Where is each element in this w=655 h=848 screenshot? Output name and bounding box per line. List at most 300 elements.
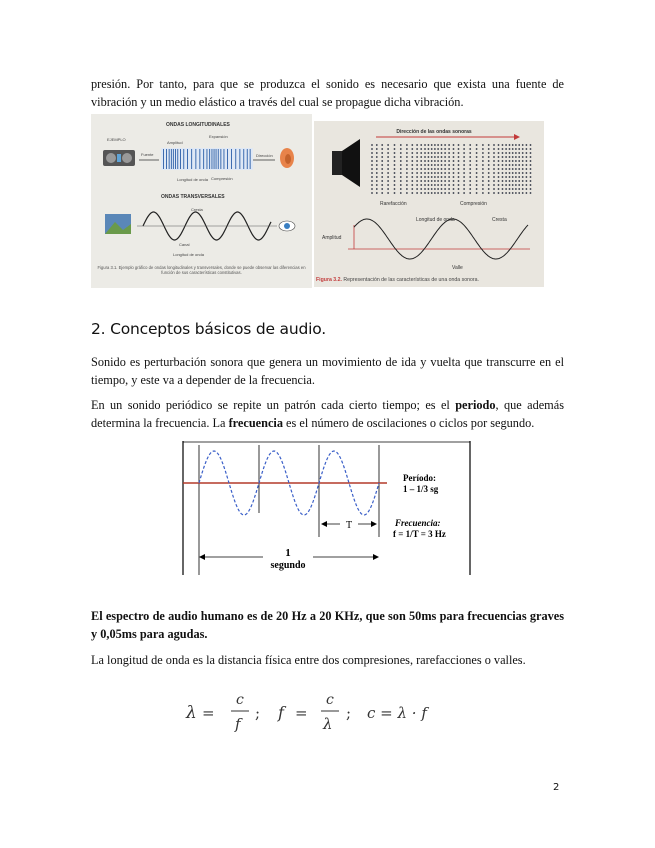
fig1-label-longitud-2: Longitud de onda — [173, 252, 204, 257]
particle-dot — [512, 164, 514, 166]
particle-dot — [394, 176, 396, 178]
particle-dot — [493, 156, 495, 158]
particle-dot — [444, 180, 446, 182]
compression-bar — [183, 149, 184, 169]
particle-dot — [505, 184, 507, 186]
particle-dot — [411, 144, 413, 146]
particle-dot — [482, 160, 484, 162]
particle-dot — [400, 168, 402, 170]
particle-dot — [469, 156, 471, 158]
particle-dot — [482, 192, 484, 194]
particle-dot — [420, 164, 422, 166]
particle-dot — [406, 176, 408, 178]
particle-dot — [424, 184, 426, 186]
particle-dot — [437, 156, 439, 158]
particle-dot — [448, 144, 450, 146]
fig1-label-longitud: Longitud de onda — [177, 177, 208, 182]
particle-dot — [431, 184, 433, 186]
particle-dot — [416, 172, 418, 174]
particle-dot — [448, 156, 450, 158]
particle-dot — [444, 164, 446, 166]
particle-dot — [448, 176, 450, 178]
particle-dot — [406, 144, 408, 146]
particle-dot — [488, 148, 490, 150]
particle-dot — [406, 148, 408, 150]
particle-dot — [482, 184, 484, 186]
particle-dot — [515, 172, 517, 174]
particle-dot — [469, 160, 471, 162]
particle-dot — [515, 148, 517, 150]
particle-dot — [387, 192, 389, 194]
particle-dot — [505, 172, 507, 174]
particle-dot — [518, 144, 520, 146]
particle-dot — [522, 184, 524, 186]
particle-dot — [444, 184, 446, 186]
particle-dot — [420, 160, 422, 162]
particle-dot — [448, 180, 450, 182]
paragraph-periodo: En un sonido periódico se repite un patrón cada cierto tiempo; es el periodo, que además determina la frecuencia. La frecuencia es el número de oscilaciones o ciclos por segundo. — [91, 398, 564, 430]
particle-dot — [371, 184, 373, 186]
particle-dot — [431, 144, 433, 146]
particle-dot — [488, 176, 490, 178]
particle-dot — [463, 160, 465, 162]
particle-dot — [469, 188, 471, 190]
compression-bar — [247, 149, 248, 169]
particle-dot — [522, 172, 524, 174]
t-label: T — [345, 520, 353, 531]
particle-dot — [453, 168, 455, 170]
particle-dot — [441, 156, 443, 158]
particle-dot — [522, 152, 524, 154]
particle-dot — [376, 148, 378, 150]
particle-dot — [512, 188, 514, 190]
particle-dot — [441, 148, 443, 150]
particle-dot — [400, 144, 402, 146]
particle-dot — [434, 188, 436, 190]
particle-dot — [458, 144, 460, 146]
particle-dot — [526, 192, 528, 194]
particle-dot — [509, 164, 511, 166]
particle-dot — [394, 172, 396, 174]
particle-dot — [482, 172, 484, 174]
particle-dot — [434, 176, 436, 178]
particle-dot — [505, 152, 507, 154]
particle-dot — [476, 156, 478, 158]
particle-dot — [463, 184, 465, 186]
particle-dot — [502, 180, 504, 182]
particle-dot — [424, 188, 426, 190]
particle-dot — [448, 184, 450, 186]
particle-dot — [420, 176, 422, 178]
particle-dot — [428, 144, 430, 146]
particle-dot — [502, 148, 504, 150]
fig2-label-compresion: Compresión — [460, 201, 487, 207]
particle-dot — [428, 192, 430, 194]
particle-dot — [515, 180, 517, 182]
particle-dot — [502, 152, 504, 154]
particle-dot — [509, 172, 511, 174]
particle-dot — [482, 152, 484, 154]
particle-dot — [420, 192, 422, 194]
particle-dot — [476, 192, 478, 194]
particle-dot — [416, 160, 418, 162]
particle-dot — [424, 144, 426, 146]
particle-dot — [505, 168, 507, 170]
compression-bar — [218, 149, 219, 169]
formula-eq-2: = — [295, 704, 308, 722]
particle-dot — [509, 176, 511, 178]
particle-dot — [441, 192, 443, 194]
particle-dot — [448, 188, 450, 190]
particle-dot — [387, 144, 389, 146]
particle-dot — [469, 148, 471, 150]
particle-dot — [493, 184, 495, 186]
particle-dot — [411, 164, 413, 166]
particle-dot — [463, 152, 465, 154]
particle-dot — [437, 148, 439, 150]
particle-dot — [428, 148, 430, 150]
particle-dot — [493, 172, 495, 174]
frecuencia-label: Frecuencia: — [395, 518, 441, 528]
particle-dot — [376, 160, 378, 162]
particle-dot — [526, 184, 528, 186]
particle-dot — [434, 180, 436, 182]
particle-dot — [387, 184, 389, 186]
particle-dot — [387, 180, 389, 182]
particle-dot — [498, 160, 500, 162]
particle-dot — [416, 156, 418, 158]
particle-dot — [453, 188, 455, 190]
particle-dot — [400, 184, 402, 186]
compression-bar — [199, 149, 200, 169]
particle-dot — [371, 192, 373, 194]
particle-dot — [522, 164, 524, 166]
particle-dot — [498, 164, 500, 166]
particle-dot — [453, 176, 455, 178]
particle-dot — [509, 152, 511, 154]
particle-dot — [437, 168, 439, 170]
particle-dot — [394, 180, 396, 182]
particle-dot — [482, 168, 484, 170]
fig1-caption: Figura 3.1. Ejemplo gráfico de ondas longitudinales y transversales, donde se puede observar las diferencias en función de sus características constitutivas. — [97, 265, 306, 275]
particle-dot — [376, 168, 378, 170]
particle-dot — [498, 180, 500, 182]
particle-dot — [387, 176, 389, 178]
compression-bar — [220, 149, 221, 169]
particle-dot — [530, 152, 532, 154]
fig2-label-valle: Valle — [452, 265, 463, 271]
particle-dot — [522, 176, 524, 178]
particle-dot — [376, 144, 378, 146]
fig1-label-fuente: Fuente — [141, 152, 154, 157]
particle-dot — [469, 176, 471, 178]
particle-dot — [406, 164, 408, 166]
particle-dot — [428, 168, 430, 170]
fig2-label-cresta: Cresta — [492, 217, 507, 223]
compression-bar — [243, 149, 244, 169]
particle-dot — [498, 168, 500, 170]
particle-dot — [526, 148, 528, 150]
particle-dot — [424, 168, 426, 170]
particle-dot — [434, 144, 436, 146]
particle-dot — [420, 180, 422, 182]
particle-dot — [400, 148, 402, 150]
particle-dot — [376, 172, 378, 174]
particle-dot — [416, 148, 418, 150]
particle-dot — [463, 192, 465, 194]
particle-dot — [453, 192, 455, 194]
particle-dot — [416, 184, 418, 186]
particle-dot — [453, 172, 455, 174]
particle-dot — [444, 172, 446, 174]
particle-dot — [381, 192, 383, 194]
particle-dot — [458, 168, 460, 170]
particle-dot — [458, 192, 460, 194]
particle-dot — [376, 164, 378, 166]
particle-dot — [476, 160, 478, 162]
particle-dot — [463, 168, 465, 170]
particle-dot — [387, 148, 389, 150]
particle-dot — [448, 172, 450, 174]
particle-dot — [522, 148, 524, 150]
particle-dot — [406, 172, 408, 174]
figure-ondas-longitudinales-transversales — [91, 114, 312, 288]
particle-dot — [476, 168, 478, 170]
fig1-label-ejemplo: EJEMPLO — [107, 137, 126, 142]
compression-bar — [177, 149, 178, 169]
particle-dot — [463, 164, 465, 166]
particle-dot — [381, 180, 383, 182]
particle-dot — [437, 164, 439, 166]
particle-dot — [505, 188, 507, 190]
particle-dot — [515, 188, 517, 190]
particle-dot — [381, 144, 383, 146]
particle-dot — [463, 176, 465, 178]
particle-dot — [530, 160, 532, 162]
particle-dot — [381, 172, 383, 174]
particle-dot — [431, 164, 433, 166]
particle-dot — [394, 144, 396, 146]
particle-dot — [476, 164, 478, 166]
particle-dot — [530, 144, 532, 146]
particle-dot — [411, 168, 413, 170]
particle-dot — [381, 148, 383, 150]
particle-dot — [476, 172, 478, 174]
particle-dot — [505, 180, 507, 182]
compression-bar — [207, 149, 208, 169]
particle-dot — [512, 176, 514, 178]
particle-dot — [444, 156, 446, 158]
particle-dot — [431, 160, 433, 162]
particle-dot — [411, 184, 413, 186]
particle-dot — [469, 168, 471, 170]
paragraph-intro: presión. Por tanto, para que se produzca el sonido es necesario que exista una fuente de vibración y un medio elástico a través del cual se propague dicha vibración. — [91, 77, 564, 109]
particle-dot — [434, 156, 436, 158]
particle-dot — [394, 192, 396, 194]
particle-dot — [482, 188, 484, 190]
compression-bar — [191, 149, 192, 169]
fig2-caption: Figura 3.2. Representación de las características de una onda sonora. — [316, 277, 479, 283]
formula-f-2: f — [278, 703, 284, 722]
particle-dot — [476, 176, 478, 178]
particle-dot — [411, 188, 413, 190]
particle-dot — [502, 192, 504, 194]
particle-dot — [493, 168, 495, 170]
particle-dot — [406, 160, 408, 162]
particle-dot — [458, 160, 460, 162]
page-number: 2 — [553, 782, 560, 793]
particle-dot — [406, 180, 408, 182]
particle-dot — [463, 156, 465, 158]
particle-dot — [376, 188, 378, 190]
particle-dot — [530, 156, 532, 158]
segundo-label: segundo — [270, 560, 306, 571]
particle-dot — [416, 168, 418, 170]
formula-eq-1: = — [202, 704, 215, 722]
particle-dot — [502, 184, 504, 186]
particle-dot — [505, 160, 507, 162]
particle-dot — [411, 156, 413, 158]
particle-dot — [411, 148, 413, 150]
particle-dot — [431, 172, 433, 174]
particle-dot — [509, 156, 511, 158]
particle-dot — [469, 184, 471, 186]
compression-bar — [227, 149, 228, 169]
particle-dot — [505, 164, 507, 166]
particle-dot — [431, 168, 433, 170]
particle-dot — [371, 172, 373, 174]
particle-dot — [463, 144, 465, 146]
particle-dot — [453, 156, 455, 158]
particle-dot — [453, 184, 455, 186]
particle-dot — [509, 160, 511, 162]
particle-dot — [493, 188, 495, 190]
section-heading: 2. Conceptos básicos de audio. — [91, 320, 326, 338]
particle-dot — [488, 188, 490, 190]
compression-bar — [209, 149, 210, 169]
particle-dot — [437, 152, 439, 154]
particle-dot — [416, 180, 418, 182]
particle-dot — [394, 188, 396, 190]
particle-dot — [444, 176, 446, 178]
particle-dot — [509, 184, 511, 186]
particle-dot — [424, 172, 426, 174]
particle-dot — [434, 192, 436, 194]
particle-dot — [515, 144, 517, 146]
particle-dot — [518, 156, 520, 158]
particle-dot — [424, 192, 426, 194]
fig1-label-expansion: Expansión — [209, 134, 228, 139]
compression-bar — [171, 149, 172, 169]
particle-dot — [482, 156, 484, 158]
formula-lambda-2: λ — [323, 715, 333, 733]
particle-dot — [400, 192, 402, 194]
speaker-icon — [103, 150, 135, 166]
particle-dot — [406, 184, 408, 186]
particle-dot — [515, 164, 517, 166]
particle-dot — [420, 168, 422, 170]
particle-dot — [400, 176, 402, 178]
particle-dot — [444, 188, 446, 190]
particle-dot — [476, 148, 478, 150]
particle-dot — [526, 168, 528, 170]
formula-sep-1: ; — [255, 704, 261, 722]
particle-dot — [458, 180, 460, 182]
particle-dot — [458, 188, 460, 190]
particle-dot — [394, 168, 396, 170]
particle-dot — [488, 172, 490, 174]
particle-dot — [453, 180, 455, 182]
particle-dot — [458, 156, 460, 158]
particle-dot — [371, 152, 373, 154]
particle-dot — [411, 160, 413, 162]
particle-dot — [376, 156, 378, 158]
particle-dot — [416, 164, 418, 166]
particle-dot — [371, 176, 373, 178]
particle-dot — [502, 144, 504, 146]
particle-dot — [394, 148, 396, 150]
particle-dot — [512, 144, 514, 146]
particle-dot — [493, 192, 495, 194]
particle-dot — [424, 156, 426, 158]
particle-dot — [463, 188, 465, 190]
particle-dot — [387, 160, 389, 162]
particle-dot — [428, 156, 430, 158]
periodo-label: Período: — [403, 473, 436, 483]
particle-dot — [518, 172, 520, 174]
particle-dot — [381, 164, 383, 166]
particle-dot — [522, 160, 524, 162]
particle-dot — [431, 156, 433, 158]
particle-dot — [502, 164, 504, 166]
fig1-title-trans: ONDAS TRANSVERSALES — [161, 194, 225, 200]
compression-bar — [166, 149, 167, 169]
particle-dot — [420, 184, 422, 186]
particle-dot — [387, 164, 389, 166]
particle-dot — [476, 144, 478, 146]
particle-dot — [371, 168, 373, 170]
fig2-label-longitud: Longitud de onda — [416, 217, 455, 223]
particle-dot — [420, 152, 422, 154]
particle-dot — [437, 184, 439, 186]
compression-bar — [239, 149, 240, 169]
particle-dot — [515, 156, 517, 158]
particle-dot — [498, 172, 500, 174]
compression-bar — [175, 149, 176, 169]
particle-dot — [453, 148, 455, 150]
particle-dot — [371, 180, 373, 182]
particle-dot — [437, 192, 439, 194]
formula-sep-2: ; — [346, 704, 352, 722]
particle-dot — [437, 160, 439, 162]
particle-dot — [431, 152, 433, 154]
particle-dot — [416, 152, 418, 154]
particle-dot — [428, 184, 430, 186]
particle-dot — [431, 148, 433, 150]
particle-dot — [428, 160, 430, 162]
particle-dot — [502, 188, 504, 190]
particle-dot — [411, 180, 413, 182]
particle-dot — [428, 188, 430, 190]
particle-dot — [441, 180, 443, 182]
particle-dot — [502, 172, 504, 174]
particle-dot — [502, 176, 504, 178]
particle-dot — [444, 152, 446, 154]
particle-dot — [437, 188, 439, 190]
particle-dot — [424, 180, 426, 182]
particle-dot — [453, 144, 455, 146]
fig1-label-canal: Canal — [179, 242, 190, 247]
